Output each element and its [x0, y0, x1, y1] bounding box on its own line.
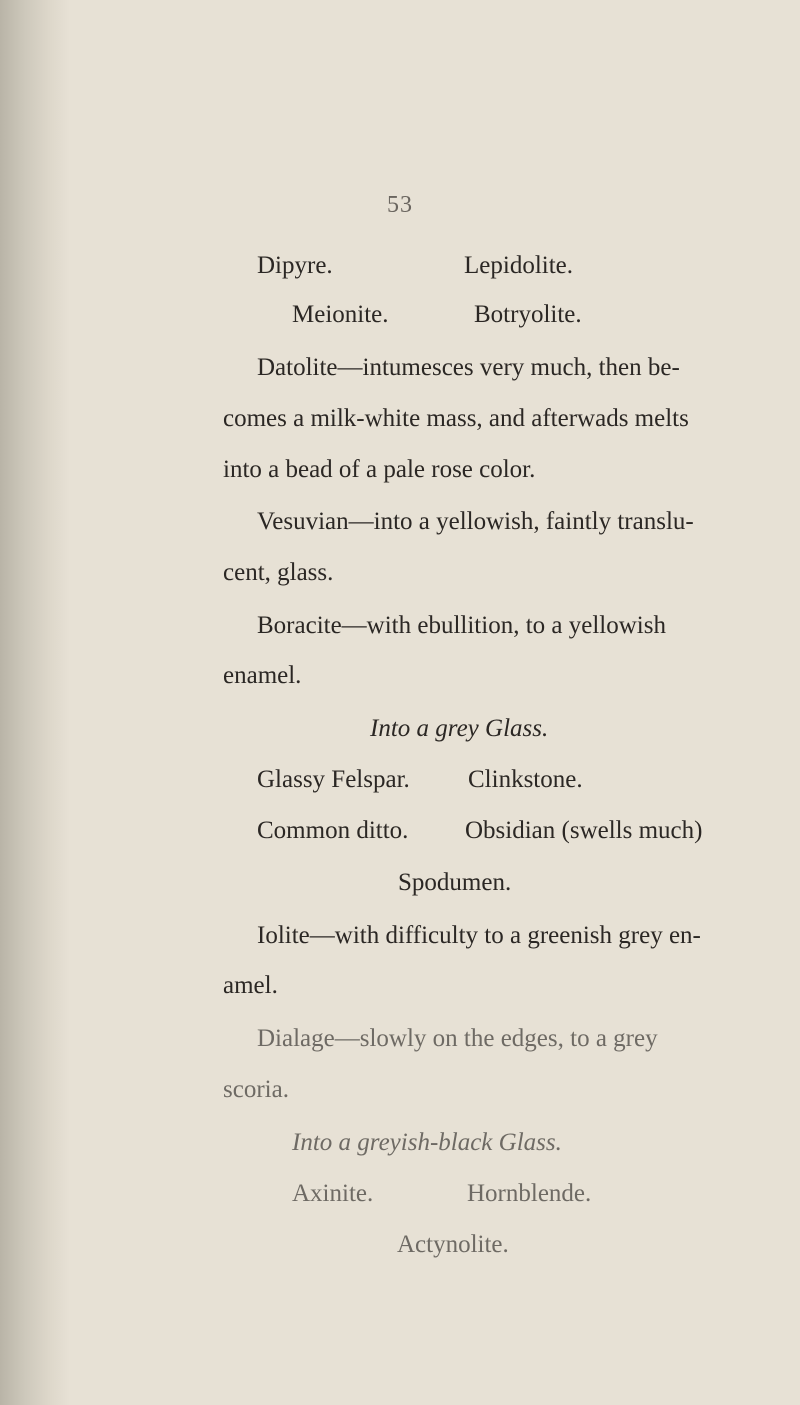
text-line: Datolite—intumesces very much, then be- — [257, 354, 680, 381]
page-number: 53 — [387, 192, 413, 218]
text-line: cent, glass. — [223, 559, 334, 586]
section-heading: Into a grey Glass. — [370, 715, 549, 742]
text-line: Dialage—slowly on the edges, to a grey — [257, 1025, 658, 1052]
mineral-name: Common ditto. — [257, 817, 409, 844]
text-line: into a bead of a pale rose color. — [223, 456, 536, 483]
section-heading: Into a greyish-black Glass. — [292, 1129, 562, 1156]
text-line: amel. — [223, 972, 278, 999]
mineral-name: Botryolite. — [474, 301, 582, 328]
text-line: Vesuvian—into a yellowish, faintly translu- — [257, 508, 694, 535]
mineral-name: Axinite. — [292, 1180, 374, 1207]
text-line: enamel. — [223, 662, 302, 689]
mineral-name: Lepidolite. — [464, 252, 573, 279]
text-line: Actynolite. — [397, 1231, 509, 1258]
mineral-name: Glassy Felspar. — [257, 766, 410, 793]
text-line: Boracite—with ebullition, to a yellowish — [257, 612, 666, 639]
mineral-name: Hornblende. — [467, 1180, 592, 1207]
mineral-name: Meionite. — [292, 301, 389, 328]
text-line: scoria. — [223, 1076, 289, 1103]
mineral-name: Clinkstone. — [468, 766, 583, 793]
mineral-name: Obsidian (swells much) — [465, 817, 703, 844]
text-line: comes a milk-white mass, and afterwads melts — [223, 405, 689, 432]
mineral-name: Dipyre. — [257, 252, 333, 279]
text-line: Iolite—with difficulty to a greenish grey en- — [257, 922, 701, 949]
text-line: Spodumen. — [398, 869, 512, 896]
